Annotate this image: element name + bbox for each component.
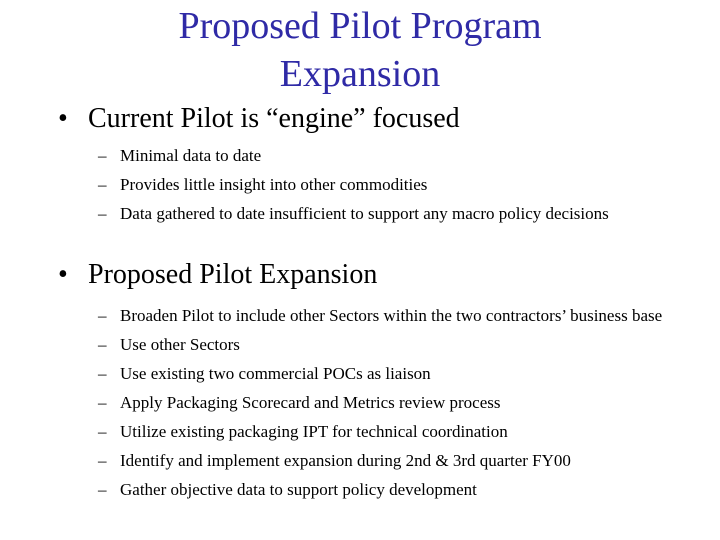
list-item: – Data gathered to date insufficient to support any macro policy decisions	[98, 204, 609, 223]
dash-icon: –	[98, 393, 107, 412]
slide-title-line-1: Proposed Pilot Program	[178, 5, 542, 47]
sublist-proposed-expansion	[98, 306, 698, 509]
list-item: – Gather objective data to support policy development	[98, 480, 477, 499]
bullet-text: Current Pilot is “engine” focused	[88, 103, 460, 134]
list-item: – Identify and implement expansion during 2nd & 3rd quarter FY00	[98, 451, 571, 470]
bullet-dot-icon: •	[58, 103, 68, 134]
dash-icon: –	[98, 451, 107, 470]
dash-icon: –	[98, 364, 107, 383]
bullet-text: Proposed Pilot Expansion	[88, 259, 378, 290]
bullet-proposed-expansion	[58, 258, 377, 292]
list-item: – Provides little insight into other commodities	[98, 175, 428, 194]
dash-icon: –	[98, 480, 107, 499]
dash-icon: –	[98, 335, 107, 354]
sublist-current-pilot	[98, 146, 698, 233]
dash-icon: –	[98, 422, 107, 441]
list-item: – Utilize existing packaging IPT for technical coordination	[98, 422, 508, 441]
list-item: – Use other Sectors	[98, 335, 240, 354]
bullet-dot-icon: •	[58, 259, 68, 290]
dash-icon: –	[98, 175, 107, 194]
list-item: – Minimal data to date	[98, 146, 262, 165]
dash-icon: –	[98, 204, 107, 223]
slide-title	[0, 2, 720, 98]
list-item: – Use existing two commercial POCs as liaison	[98, 364, 431, 383]
dash-icon: –	[98, 146, 107, 165]
list-item: – Apply Packaging Scorecard and Metrics review process	[98, 393, 501, 412]
dash-icon: –	[98, 306, 107, 325]
bullet-current-pilot	[58, 102, 460, 136]
list-item: – Broaden Pilot to include other Sectors within the two contractors’ business base	[98, 306, 663, 325]
slide-title-line-2: Expansion	[279, 53, 441, 95]
